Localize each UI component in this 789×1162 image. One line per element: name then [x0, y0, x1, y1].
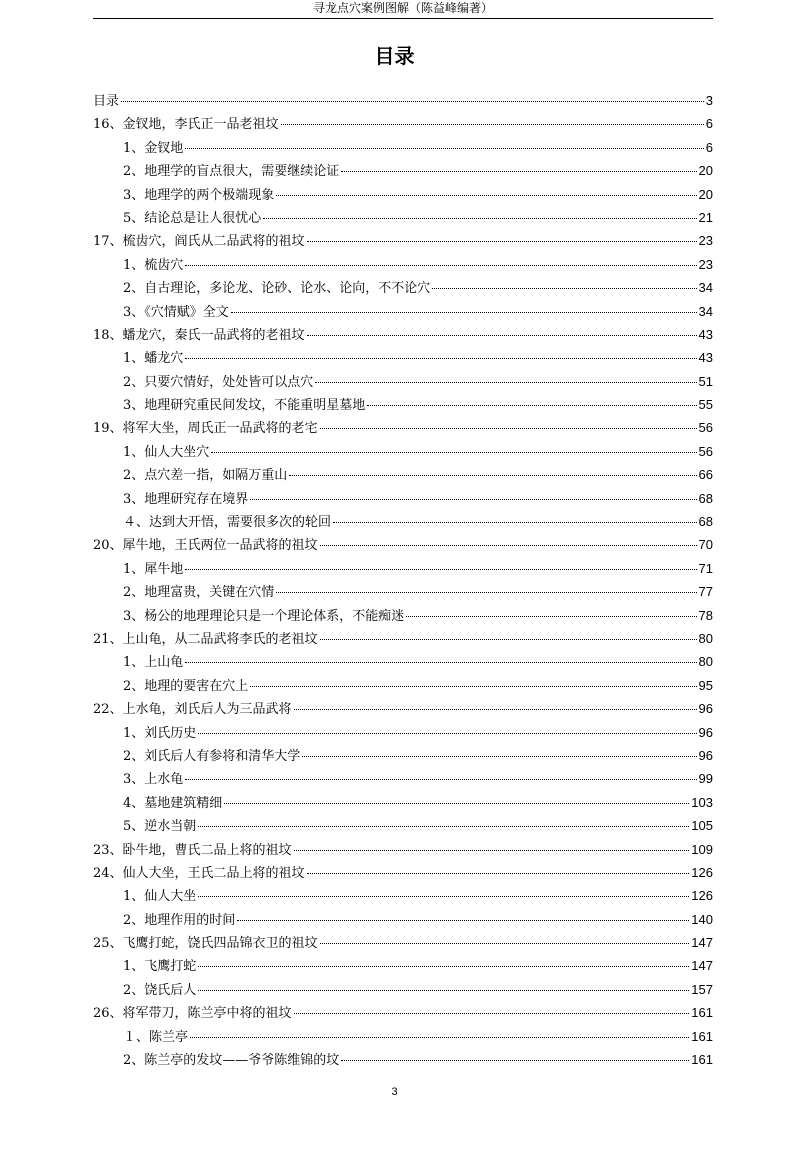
toc-entry-label: 3、地理学的两个极端现象 — [123, 187, 275, 203]
toc-entry-page-number: 95 — [698, 677, 713, 693]
dot-leader — [341, 1060, 689, 1061]
dot-leader — [307, 241, 697, 242]
dot-leader — [406, 616, 696, 617]
dot-leader — [185, 569, 696, 570]
dot-leader — [289, 475, 696, 476]
toc-entry-page-number: 56 — [698, 443, 713, 459]
dot-leader — [320, 943, 690, 944]
toc-entry-page-number: 66 — [698, 467, 713, 483]
toc-entry-page-number: 20 — [698, 186, 713, 202]
toc-entry-label: 2、地理富贵，关键在穴情 — [123, 585, 275, 601]
toc-entry[interactable] — [93, 229, 713, 252]
dot-leader — [302, 756, 696, 757]
toc-entry-label: 1、上山龟 — [123, 655, 184, 671]
toc-entry-page-number: 80 — [698, 630, 713, 646]
dot-leader — [250, 686, 696, 687]
toc-entry-label: 3、杨公的地理理论只是一个理论体系，不能痴迷 — [123, 608, 405, 624]
toc-subentry[interactable] — [93, 814, 713, 837]
toc-entry-label: 1、梳齿穴 — [123, 257, 184, 273]
dot-leader — [231, 312, 697, 313]
toc-entry-label: 5、逆水当朝 — [123, 819, 197, 835]
dot-leader — [315, 382, 696, 383]
toc-entry-page-number: 96 — [698, 701, 713, 717]
toc-subentry[interactable] — [93, 487, 713, 510]
toc-entry-label: 18、蟠龙穴，秦氏一品武将的老祖坟 — [93, 327, 305, 343]
toc-entry-page-number: 3 — [705, 93, 713, 108]
toc-subentry[interactable] — [93, 393, 713, 416]
toc-entry-page-number: 56 — [698, 420, 713, 436]
toc-entry-page-number: 78 — [698, 607, 713, 623]
dot-leader — [198, 733, 696, 734]
toc-entry[interactable] — [93, 533, 713, 556]
toc-entry-label: 19、将军大坐，周氏正一品武将的老宅 — [93, 421, 318, 437]
dot-leader — [263, 218, 696, 219]
toc-entry-page-number: 157 — [691, 981, 713, 997]
dot-leader — [320, 639, 697, 640]
toc-entry-label: 3、《穴情赋》全文 — [123, 304, 229, 320]
toc-entry[interactable] — [93, 838, 713, 861]
toc-entry-label: 3、地理研究重民间发坟，不能重明星墓地 — [123, 398, 366, 414]
toc-entry-page-number: 23 — [698, 233, 713, 249]
dot-leader — [224, 803, 689, 804]
toc-subentry[interactable] — [93, 510, 713, 533]
toc-entry-label: 2、自古理论，多论龙、论砂、论水、论向，不不论穴 — [123, 281, 431, 297]
toc-entry-label: 2、点穴差一指，如隔万重山 — [123, 468, 288, 484]
toc-entry-page-number: 21 — [698, 209, 713, 225]
dot-leader — [281, 124, 704, 125]
toc-subentry[interactable] — [93, 557, 713, 580]
toc-entry-label: 23、卧牛地，曹氏二品上将的祖坟 — [93, 842, 292, 858]
dot-leader — [307, 335, 697, 336]
dot-leader — [185, 358, 696, 359]
dot-leader — [367, 405, 696, 406]
toc-subentry[interactable] — [93, 206, 713, 229]
toc-entry-label: 22、上水龟，刘氏后人为三品武将 — [93, 702, 292, 718]
dot-leader — [432, 288, 696, 289]
toc-entry-label: 4、墓地建筑精细 — [123, 795, 223, 811]
toc-entry-page-number: 126 — [691, 888, 713, 904]
dot-leader — [294, 1013, 690, 1014]
toc-entry-page-number: 161 — [691, 1028, 713, 1044]
toc-subentry[interactable] — [93, 300, 713, 323]
dot-leader — [276, 195, 696, 196]
toc-entry-page-number: 147 — [691, 935, 713, 951]
toc-entry-page-number: 99 — [698, 771, 713, 787]
toc-subentry[interactable] — [93, 744, 713, 767]
toc-entry-label: 21、上山龟，从二品武将李氏的老祖坟 — [93, 631, 318, 647]
dot-leader — [341, 171, 696, 172]
dot-leader — [250, 499, 696, 500]
toc-entry-label: 1、蟠龙穴 — [123, 351, 184, 367]
dot-leader — [185, 265, 696, 266]
toc-entry-page-number: 43 — [698, 326, 713, 342]
toc-entry-label: 25、飞鹰打蛇，饶氏四品锦衣卫的祖坟 — [93, 936, 318, 952]
toc-subentry[interactable] — [93, 440, 713, 463]
toc-entry-label: 2、地理的要害在穴上 — [123, 678, 249, 694]
toc-subentry[interactable] — [93, 463, 713, 486]
dot-leader — [320, 428, 697, 429]
toc-entry-page-number: 126 — [691, 864, 713, 880]
dot-leader — [320, 545, 697, 546]
dot-leader — [276, 592, 696, 593]
toc-subentry[interactable] — [93, 580, 713, 603]
toc-entry-label: 2、陈兰亭的发坟——爷爷陈维锦的坟 — [123, 1053, 340, 1069]
toc-subentry[interactable] — [93, 1048, 713, 1071]
toc-subentry[interactable] — [93, 276, 713, 299]
dot-leader — [198, 990, 689, 991]
toc-entry-label: 2、饶氏后人 — [123, 982, 197, 998]
toc-subentry[interactable] — [93, 767, 713, 790]
dot-leader — [185, 662, 696, 663]
toc-entry-page-number: 23 — [698, 256, 713, 272]
dot-leader — [237, 920, 689, 921]
toc-subentry[interactable] — [93, 721, 713, 744]
toc-entry-label: 3、地理研究存在境界 — [123, 491, 249, 507]
toc-entry-label: 1、金钗地 — [123, 140, 184, 156]
page-number: 3 — [391, 1086, 398, 1098]
toc-subentry[interactable] — [93, 908, 713, 931]
toc-entry-page-number: 43 — [698, 350, 713, 366]
toc-subentry[interactable] — [93, 159, 713, 182]
toc-entry-label: 16、金钗地，李氏正一品老祖坟 — [93, 117, 279, 133]
toc-entry-label: 2、地理学的盲点很大，需要继续论证 — [123, 164, 340, 180]
toc-entry-page-number: 55 — [698, 397, 713, 413]
toc-entry-page-number: 68 — [698, 514, 713, 530]
toc-entry[interactable] — [93, 89, 713, 112]
toc-entry-page-number: 103 — [691, 794, 713, 810]
toc-entry-label: ４、达到大开悟，需要很多次的轮回 — [123, 515, 332, 531]
toc-subentry[interactable] — [93, 884, 713, 907]
toc-entry-label: 17、梳齿穴，阎氏从二品武将的祖坟 — [93, 234, 305, 250]
toc-subentry[interactable] — [93, 604, 713, 627]
dot-leader — [307, 873, 690, 874]
toc-entry-page-number: 161 — [691, 1005, 713, 1021]
toc-entry-page-number: 80 — [698, 654, 713, 670]
toc-entry-page-number: 77 — [698, 584, 713, 600]
toc-entry-page-number: 34 — [698, 303, 713, 319]
toc-subentry[interactable] — [93, 1025, 713, 1048]
toc-entry-page-number: 105 — [691, 818, 713, 834]
toc-entry-page-number: 161 — [691, 1052, 713, 1068]
toc-entry-page-number: 96 — [698, 747, 713, 763]
toc-entry-label: 2、只要穴情好，处处皆可以点穴 — [123, 374, 314, 390]
toc-entry[interactable] — [93, 1001, 713, 1024]
toc-entry-label: 5、结论总是让人很忧心 — [123, 210, 262, 226]
toc-entry-label: 2、地理作用的时间 — [123, 912, 236, 928]
toc-subentry[interactable] — [93, 370, 713, 393]
dot-leader — [198, 896, 689, 897]
toc-subentry[interactable] — [93, 136, 713, 159]
dot-leader — [294, 709, 697, 710]
toc-entry[interactable] — [93, 627, 713, 650]
toc-entry-page-number: 140 — [691, 911, 713, 927]
dot-leader — [185, 779, 696, 780]
toc-entry-label: 2、刘氏后人有参将和清华大学 — [123, 748, 301, 764]
dot-leader — [211, 452, 696, 453]
dot-leader — [198, 966, 689, 967]
toc-entry[interactable] — [93, 697, 713, 720]
page-title: 目录 — [374, 44, 415, 68]
dot-leader — [333, 522, 697, 523]
toc-entry-page-number: 109 — [691, 841, 713, 857]
dot-leader — [198, 826, 689, 827]
toc-subentry[interactable] — [93, 650, 713, 673]
toc-entry-label: 1、仙人大坐 — [123, 889, 197, 905]
toc-entry[interactable] — [93, 416, 713, 439]
toc-subentry[interactable] — [93, 674, 713, 697]
toc-entry-label: 1、飞鹰打蛇 — [123, 959, 197, 975]
toc-entry[interactable] — [93, 861, 713, 884]
toc-entry-label: 目录 — [93, 94, 120, 109]
toc-entry-page-number: 70 — [698, 537, 713, 553]
toc-entry-page-number: 34 — [698, 280, 713, 296]
toc-entry-label: 1、刘氏历史 — [123, 725, 197, 741]
toc-entry-page-number: 71 — [698, 560, 713, 576]
toc-subentry[interactable] — [93, 253, 713, 276]
toc-entry-label: 26、将军带刀，陈兰亭中将的祖坟 — [93, 1006, 292, 1022]
toc-subentry[interactable] — [93, 954, 713, 977]
toc-entry-label: 20、犀牛地，王氏两位一品武将的祖坟 — [93, 538, 318, 554]
toc-entry-page-number: 51 — [698, 373, 713, 389]
toc-entry[interactable] — [93, 323, 713, 346]
toc-entry-label: 1、犀牛地 — [123, 561, 184, 577]
toc-entry-page-number: 6 — [705, 116, 713, 132]
toc-entry-label: 3、上水龟 — [123, 772, 184, 788]
dot-leader — [294, 850, 690, 851]
toc-entry[interactable] — [93, 112, 713, 135]
dot-leader — [185, 148, 703, 149]
toc-entry-label: 1、仙人大坐穴 — [123, 444, 210, 460]
dot-leader — [121, 101, 704, 102]
running-header: 寻龙点穴案例图解（陈益峰编著） — [93, 0, 713, 19]
toc-subentry[interactable] — [93, 978, 713, 1001]
toc-entry-page-number: 147 — [691, 958, 713, 974]
toc-entry-label: １、陈兰亭 — [123, 1029, 189, 1045]
toc-subentry[interactable] — [93, 791, 713, 814]
toc-entry-page-number: 20 — [698, 163, 713, 179]
toc-subentry[interactable] — [93, 183, 713, 206]
toc-entry-page-number: 6 — [705, 139, 713, 155]
toc-entry-page-number: 68 — [698, 490, 713, 506]
toc-subentry[interactable] — [93, 346, 713, 369]
toc-entry[interactable] — [93, 931, 713, 954]
table-of-contents — [93, 89, 713, 1071]
toc-entry-label: 24、仙人大坐，王氏二品上将的祖坟 — [93, 865, 305, 881]
toc-entry-page-number: 96 — [698, 724, 713, 740]
dot-leader — [190, 1037, 689, 1038]
